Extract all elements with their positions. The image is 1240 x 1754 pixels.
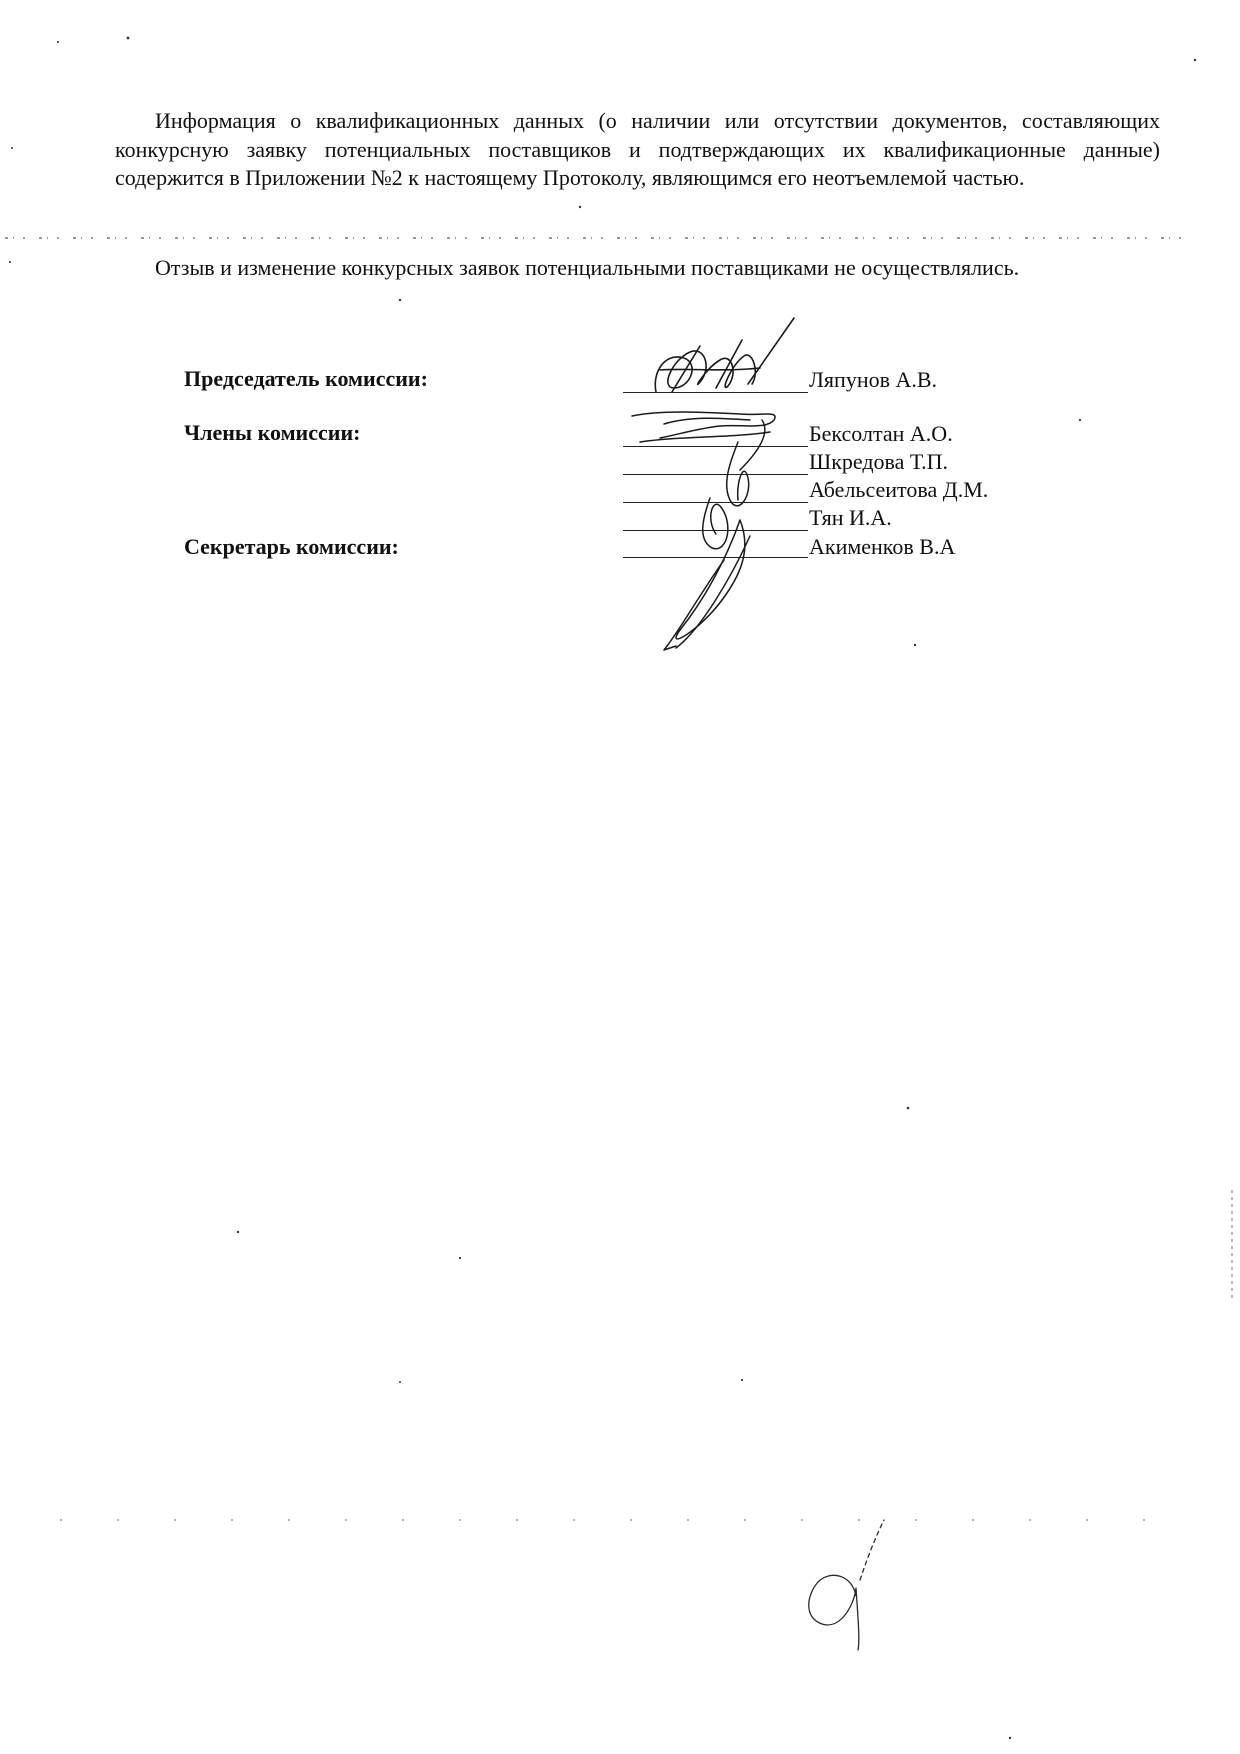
chairman-signature bbox=[655, 318, 794, 392]
chairman-label: Председатель комиссии: bbox=[184, 366, 428, 391]
secretary-name: Акименков В.А bbox=[809, 534, 956, 559]
withdrawal-paragraph: Отзыв и изменение конкурсных заявок потенциальными поставщиками не осуществлялись. bbox=[155, 255, 1020, 280]
signature-line-member-2 bbox=[623, 474, 808, 475]
member-name-2: Шкредова Т.П. bbox=[809, 449, 949, 474]
chairman-name: Ляпунов А.В. bbox=[809, 367, 938, 392]
member-name-3: Абельсеитова Д.М. bbox=[809, 477, 989, 502]
members-label: Члены комиссии: bbox=[184, 420, 361, 445]
signature-line-member-3 bbox=[623, 502, 808, 503]
members-signatures bbox=[632, 412, 775, 650]
secretary-label: Секретарь комиссии: bbox=[184, 534, 399, 559]
signature-line-secretary bbox=[623, 557, 808, 558]
signature-line-member-4 bbox=[623, 530, 808, 531]
member-name-4: Тян И.А. bbox=[809, 505, 892, 530]
signature-line-member-1 bbox=[623, 446, 808, 447]
handwritten-page-mark bbox=[809, 1520, 884, 1650]
scan-specks bbox=[9, 37, 1196, 1740]
signature-line-chairman bbox=[623, 392, 808, 393]
qualification-info-paragraph: Информация о квалификационных данных (о наличии или отсутствии документов, составляющих конкурсную заявку потенциальных поставщиков и подтверждающих их квалификационные данные) содержится в Приложении №2 к настоящему Протоколу, являющимся его неотъемлемой частью. bbox=[115, 108, 1160, 190]
member-name-1: Бексолтан А.О. bbox=[809, 421, 953, 446]
